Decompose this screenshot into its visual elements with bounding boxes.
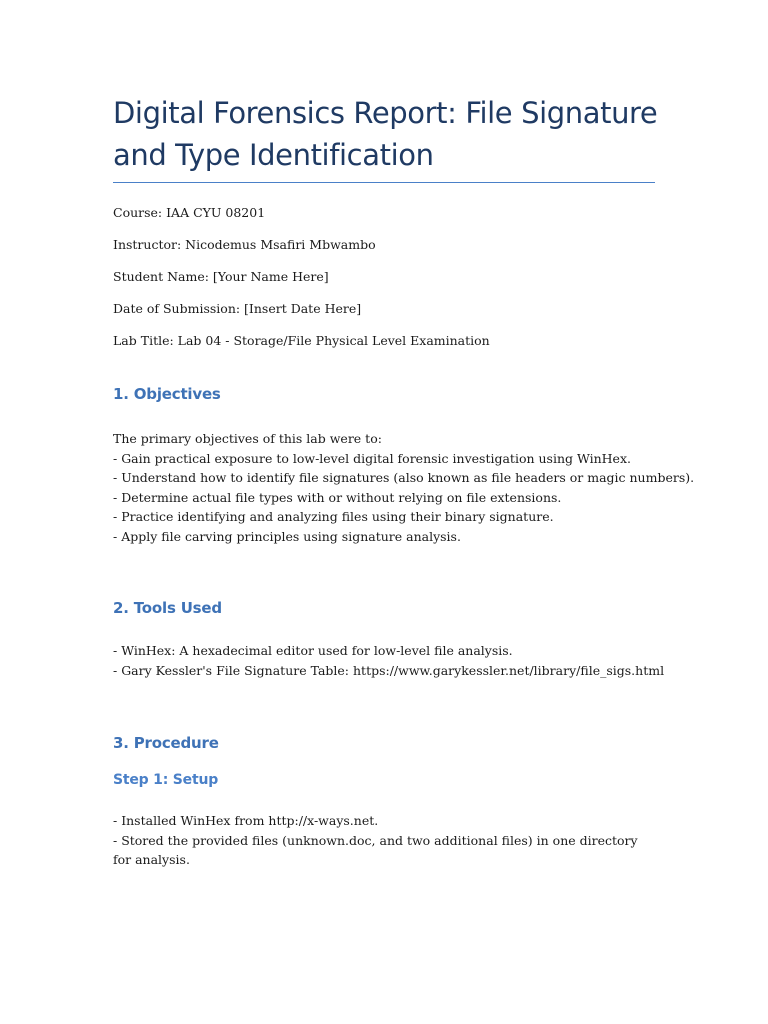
step1-item: - Installed WinHex from http://x-ways.net. [113, 813, 379, 828]
step1-item: - Stored the provided files (unknown.doc, and two additional files) in one directory for analysis. [113, 832, 638, 867]
objective-item: - Understand how to identify file signatures (also known as file headers or magic numbers). [113, 470, 695, 485]
objectives-list [113, 429, 695, 546]
tools-heading: 2. Tools Used [113, 599, 222, 617]
tool-item: - WinHex: A hexadecimal editor used for low-level file analysis. [113, 643, 513, 658]
submission-date-line: Date of Submission: [Insert Date Here] [113, 301, 362, 316]
objective-item: - Practice identifying and analyzing files using their binary signature. [113, 509, 554, 524]
instructor-line: Instructor: Nicodemus Msafiri Mbwambo [113, 237, 376, 252]
step1-heading: Step 1: Setup [113, 772, 219, 788]
objective-item: - Apply file carving principles using signature analysis. [113, 528, 461, 544]
document-page [113, 92, 695, 870]
objectives-intro: The primary objectives of this lab were to: [113, 431, 382, 446]
student-name-line: Student Name: [Your Name Here] [113, 269, 329, 284]
tool-item: - Gary Kessler's File Signature Table: https://www.garykessler.net/library/file_sigs.html [113, 662, 665, 678]
objective-item: - Gain practical exposure to low-level digital forensic investigation using WinHex. [113, 450, 631, 466]
title-line-2: and Type Identification [113, 138, 434, 172]
course-line: Course: IAA CYU 08201 [113, 205, 266, 220]
objective-item: - Determine actual file types with or without relying on file extensions. [113, 489, 562, 505]
lab-title-line: Lab Title: Lab 04 - Storage/File Physical Level Examination [113, 333, 490, 348]
document-title [113, 92, 658, 176]
objectives-heading: 1. Objectives [113, 385, 221, 403]
procedure-heading: 3. Procedure [113, 734, 219, 752]
title-underline [113, 182, 655, 183]
step1-list [113, 811, 658, 870]
tools-list [113, 641, 665, 680]
title-line-1: Digital Forensics Report: File Signature [113, 96, 658, 130]
